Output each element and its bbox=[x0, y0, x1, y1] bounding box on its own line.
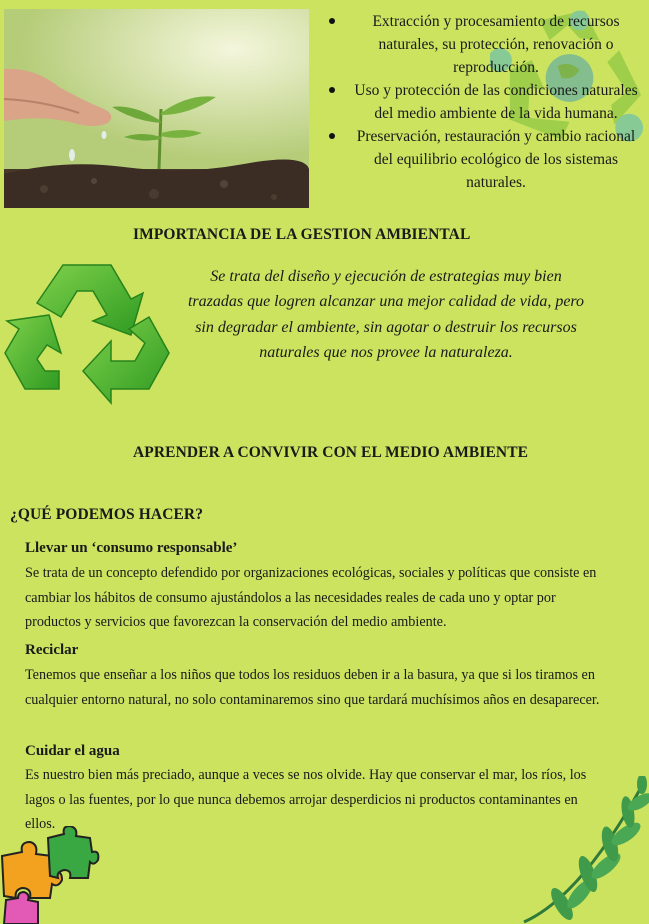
seedling-photo bbox=[4, 9, 309, 208]
bullet-item: Uso y protección de las condiciones naturales del medio ambiente de la vida humana. bbox=[318, 79, 638, 125]
importance-text: Se trata del diseño y ejecución de estrategias muy bien trazadas que logren alcanzar una mejor calidad de vida, pero sin degradar el ambiente, sin agotar o destruir los recursos naturales que nos provee la naturaleza. bbox=[187, 268, 585, 361]
importance-heading: IMPORTANCIA DE LA GESTION AMBIENTAL bbox=[133, 226, 471, 243]
section-text: Tenemos que enseñar a los niños que todos los residuos deben ir a la basura, ya que si los tiramos en cualquier entorno natural, no solo contaminaremos sino que tardará muchísimos años en desaparecer. bbox=[25, 667, 600, 708]
recycle-icon bbox=[3, 253, 171, 413]
section-title: Cuidar el agua bbox=[25, 743, 120, 759]
que-heading: ¿QUÉ PODEMOS HACER? bbox=[10, 506, 204, 523]
section-text: Se trata de un concepto defendido por organizaciones ecológicas, sociales y políticas que consiste en cambiar los hábitos de consumo ajustándolos a las necesidades reales de cada uno y optar por productos y servicios que favorezcan la conservación del medio ambiente. bbox=[25, 565, 597, 630]
leaves-icon bbox=[522, 776, 649, 924]
bullet-item: Preservación, restauración y cambio racional del equilibrio ecológico de los sistemas naturales. bbox=[318, 125, 638, 194]
section-title: Reciclar bbox=[25, 642, 79, 658]
bullet-list bbox=[318, 10, 638, 194]
convivir-heading: APRENDER A CONVIVIR CON EL MEDIO AMBIENTE bbox=[133, 444, 529, 461]
section-title: Llevar un ‘consumo responsable’ bbox=[25, 540, 238, 556]
bullet-item: Extracción y procesamiento de recursos naturales, su protección, renovación o reproducción. bbox=[318, 10, 638, 79]
puzzle-icon bbox=[0, 826, 100, 924]
section-text: Es nuestro bien más preciado, aunque a veces se nos olvide. Hay que conservar el mar, los ríos, los lagos o las fuentes, por lo que nunca debemos arrojar desperdicios ni productos contaminantes en ellos. bbox=[25, 767, 587, 832]
